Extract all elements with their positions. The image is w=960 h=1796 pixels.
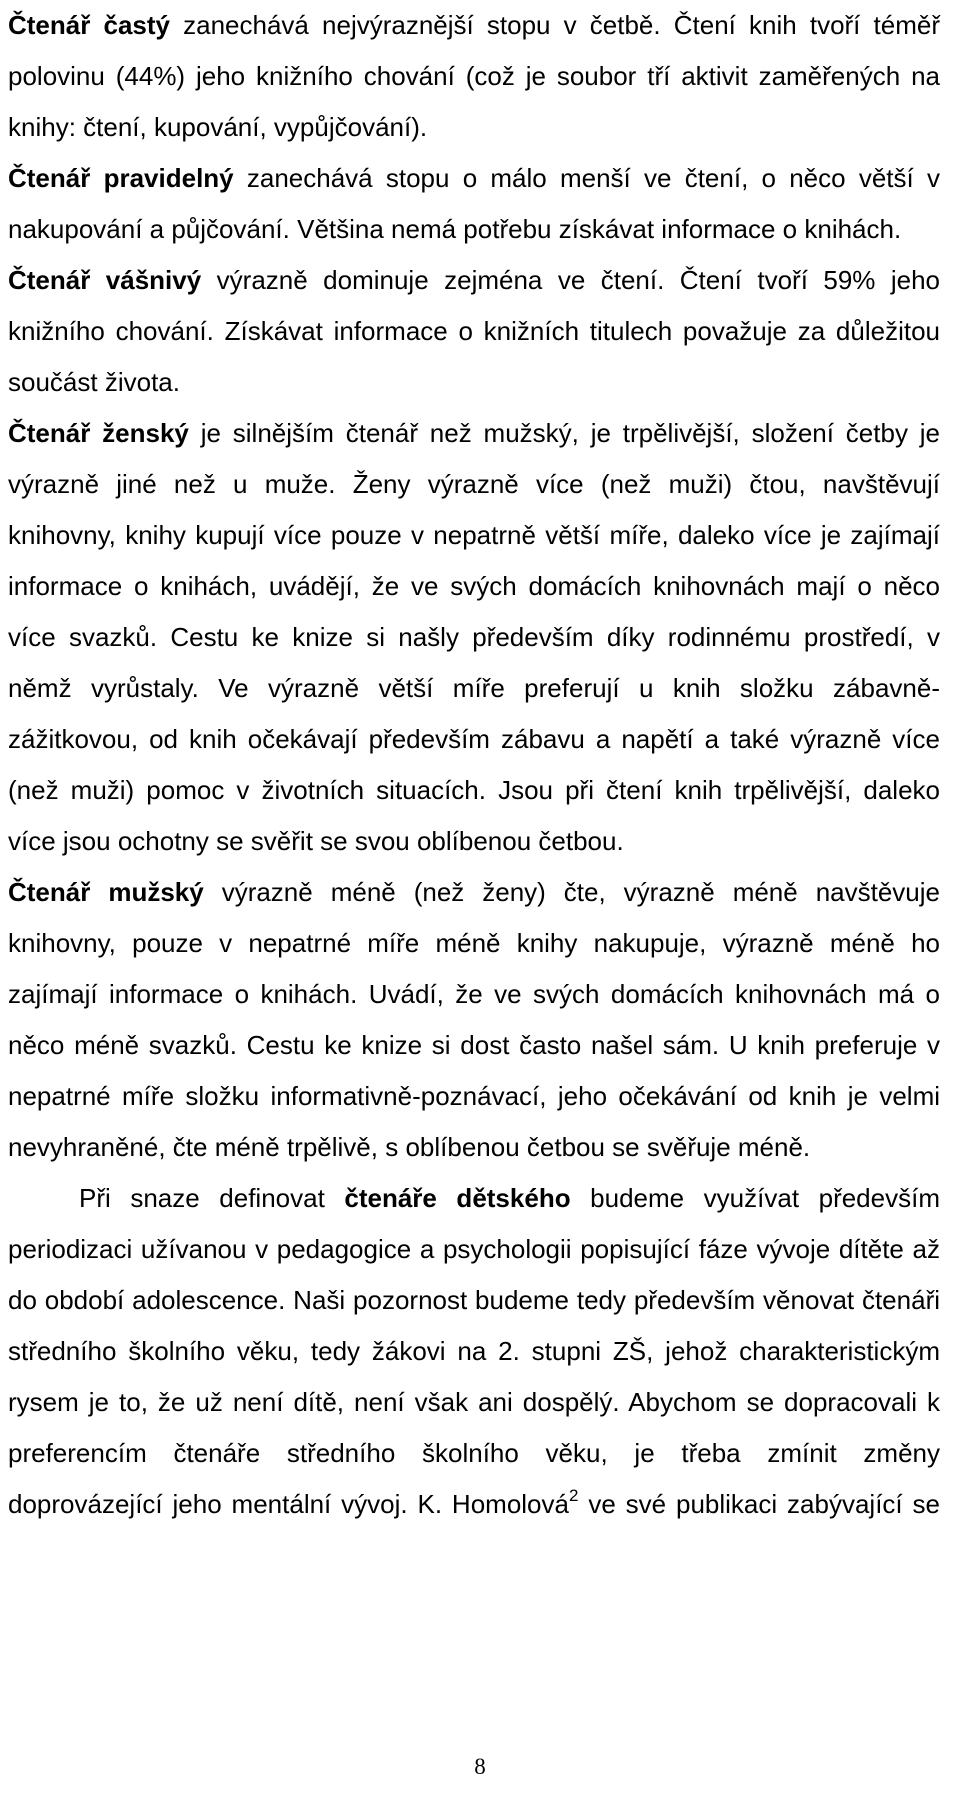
page-number: 8 <box>474 1754 486 1779</box>
paragraph-reader-child <box>8 1173 940 1530</box>
paragraph-text: Při snaze definovat <box>79 1183 345 1213</box>
term-reader-frequent: Čtenář častý <box>8 10 170 40</box>
term-reader-regular: Čtenář pravidelný <box>8 163 234 193</box>
term-reader-male: Čtenář mužský <box>8 877 204 907</box>
paragraph-text: je silnějším čtenář než mužský, je trpělivější, složení četby je výrazně jiné než u muže. Ženy výrazně více (než muži) čtou, navštěvují knihovny, knihy kupují více pouze v nepatrně větší míře, daleko více je zajímají informace o knihách, uvádějí, že ve svých domácích knihovnách mají o něco více svazků. Cestu ke knize si našly především díky rodinnému prostředí, v němž vyrůstaly. Ve výrazně větší míře preferují u knih složku zábavně-zážitkovou, od knih očekávají především zábavu a napětí a také výrazně více (než muži) pomoc v životních situacích. Jsou při čtení knih trpělivější, daleko více jsou ochotny se svěřit se svou oblíbenou četbou. <box>8 418 940 856</box>
paragraph-text: zanechává stopu o málo menší ve čtení, o něco větší v nakupování a půjčování. Většina nemá potřebu získávat informace o knihách. <box>8 163 940 244</box>
footnote-reference[interactable]: 2 <box>568 1486 579 1505</box>
paragraph-text: zanechává nejvýraznější stopu v četbě. Čtení knih tvoří téměř polovinu (44%) jeho knižního chování (což je soubor tří aktivit zaměřených na knihy: čtení, kupování, vypůjčování). <box>8 10 941 142</box>
paragraph-reader-frequent <box>8 0 940 153</box>
document-page <box>8 0 940 1530</box>
paragraph-text: budeme využívat především periodizaci užívanou v pedagogice a psychologii popisující fáze vývoje dítěte až do období adolescence. Naši pozornost budeme tedy především věnovat čtenáři středního školního věku, tedy žákovi na 2. stupni ZŠ, jehož charakteristickým rysem je to, že už není dítě, není však ani dospělý. Abychom se dopracovali k preferencím čtenáře středního školního věku, je třeba zmínit změny doprovázející jeho mentální vývoj. K. Homolová <box>8 1183 940 1519</box>
paragraph-reader-female <box>8 408 940 867</box>
term-reader-passionate: Čtenář vášnivý <box>8 265 202 295</box>
paragraph-reader-regular <box>8 153 940 255</box>
paragraph-text: výrazně dominuje zejména ve čtení. Čtení tvoří 59% jeho knižního chování. Získávat informace o knižních titulech považuje za důležitou součást života. <box>8 265 941 397</box>
paragraph-reader-male <box>8 867 940 1173</box>
term-reader-child: čtenáře dětského <box>344 1183 571 1213</box>
term-reader-female: Čtenář ženský <box>8 418 189 448</box>
paragraph-reader-passionate <box>8 255 940 408</box>
paragraph-text: výrazně méně (než ženy) čte, výrazně méně navštěvuje knihovny, pouze v nepatrné míře méně knihy nakupuje, výrazně méně ho zajímají informace o knihách. Uvádí, že ve svých domácích knihovnách má o něco méně svazků. Cestu ke knize si dost často našel sám. U knih preferuje v nepatrné míře složku informativně-poznávací, jeho očekávání od knih je velmi nevyhraněné, čte méně trpělivě, s oblíbenou četbou se svěřuje méně. <box>8 877 940 1162</box>
paragraph-text: ve své publikaci zabývající se <box>578 1489 940 1519</box>
